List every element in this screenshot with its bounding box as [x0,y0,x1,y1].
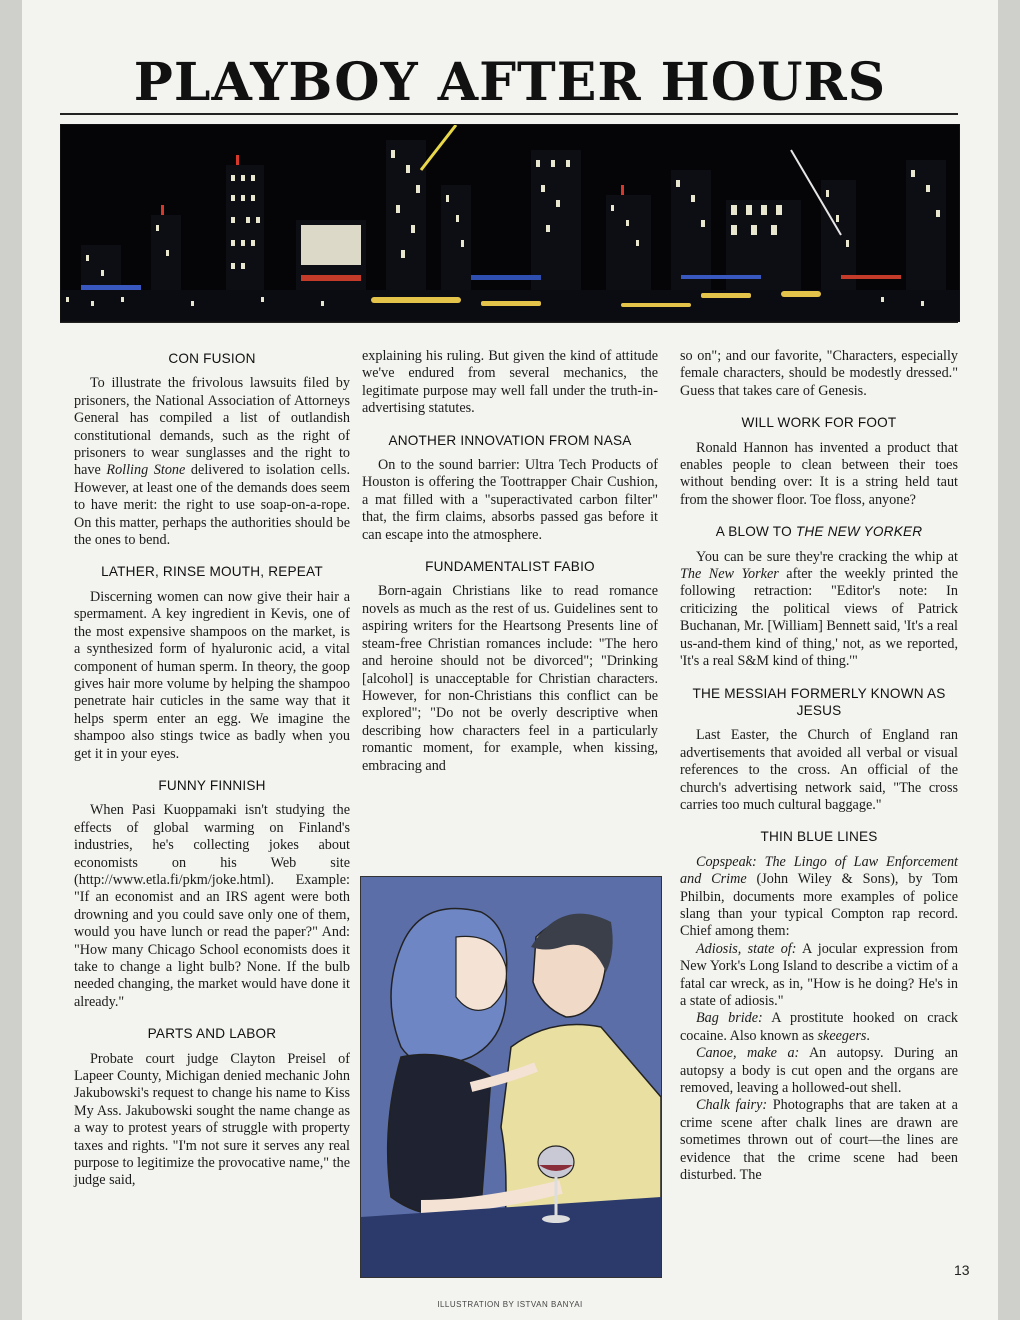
paragraph: Copspeak: The Lingo of Law Enforcement and Crime (John Wiley & Sons), by Tom Philbin, documents more examples of police slang than your typical Compton rap record. Chief among them: [680,853,958,940]
paragraph: On to the sound barrier: Ultra Tech Products of Houston is offering the Toottrapper Chair Cushion, a mat filled with a "superactivated carbon filter" that, the firm claims, absorbs passed gas before it can escape into the atmosphere. [362,457,658,543]
section-heading: FUNNY FINNISH [158,777,266,793]
section-heading: THIN BLUE LINES [760,829,878,845]
paragraph: Probate court judge Clayton Preisel of Lapeer County, Michigan denied mechanic John Jakubowski's request to change his name to Kiss My Ass. Jakubowski sought the name change as a way to protest years of struggle with property taxes and rights. "I'm not sure it serves any real purpose to legitimize the provocative name," the judge said, [74,1050,350,1189]
paragraph: Ronald Hannon has invented a product that enables people to clean between their toes without bending over: It is a string held taut from the shower floor. Toe floss, anyone? [680,439,958,508]
glossary-entry: Bag bride: A prostitute hooked on crack cocaine. Also known as skeegers. [680,1010,958,1044]
city-skyline-illustration [60,124,960,322]
romance-illustration [360,876,662,1278]
couple-art [361,877,661,1277]
paragraph: To illustrate the frivolous lawsuits filed by prisoners, the National Association of Attorneys General has compiled a list of outlandish constitutional demands, such as the right of prisoners to wear sunglasses and the right to have Rolling Stone delivered to isolation cells. However, at least one of the demands does seem to have merit: the right to use soap-on-a-rope. On this matter, perhaps the authorities should be the ones to bend. [74,375,350,549]
section-heading: FUNDAMENTALIST FABIO [425,559,595,575]
illustration-credit: ILLUSTRATION BY ISTVAN BANYAI [437,1300,583,1309]
paragraph: You can be sure they're cracking the whip at The New Yorker after the weekly printed the following retraction: "Editor's note: In criticizing the political views of Patrick Buchanan, Mr. [William] Bennett said, 'It's a real us-and-them kind of thing,' not, as we reported, 'It's a real S&M kind of thing.'" [680,548,959,670]
section-heading: A BLOW TO THE NEW YORKER [715,524,923,540]
page-number: 13 [954,1262,970,1278]
section-heading: CON FUSION [168,351,256,366]
skyline-art [61,125,959,321]
section-heading: THE MESSIAH FORMERLY KNOWN AS JESUS [692,685,946,718]
column-1 [74,346,350,1190]
glossary-entry: Chalk fairy: Photographs that are taken at a crime scene after chalk lines are drawn are sometimes thrown out of court—the lines are evidence that the crime scene had been disturbed. The [680,1097,958,1184]
magazine-page [22,0,998,1320]
section-heading: ANOTHER INNOVATION FROM NASA [388,432,632,448]
title-rule [60,113,958,115]
column-2 [362,348,658,775]
paragraph: Born-again Christians like to read romance novels as much as the rest of us. Guidelines sent to aspiring writers for the Heartsong Presents line of steam-free Christian romances include: "The hero and heroine should not be divorced"; "Drinking [alcohol] is unacceptable for Christian characters. However, for non-Christians this conflict can be explored"; "Do not be overly descriptive when describing how characters feel in a particularly romantic moment, for example, when kissing, embracing and [362,583,658,774]
paragraph: so on"; and our favorite, "Characters, especially female characters, should be modestly dressed." Guess that takes care of Genesis. [680,348,958,399]
section-heading: LATHER, RINSE MOUTH, REPEAT [101,564,323,580]
paragraph: explaining his ruling. But given the kind of attitude we've endured from several mechanics, the legitimate purpose may well fall under the truth-in-advertising statutes. [362,348,658,417]
paragraph: Last Easter, the Church of England ran advertisements that avoided all verbal or visual references to the cross. An official of the church's advertising network said, "The cross carries too much cultural baggage." [680,727,958,813]
paragraph: Discerning women can now give their hair a spermament. A key ingredient in Kevis, one of the most expensive shampoos on the market, is a synthesized form of hyaluronic acid, a vital component of human sperm. In theory, the goop gives hair more volume by helping the shampoo penetrate hair cuticles in the same way that it helps sperm enter an egg. We imagine the shampoo also stings twice as badly when you get it in your eyes. [74,588,350,762]
page-title: PLAYBOY AFTER HOURS [133,52,887,113]
glossary-entry: Canoe, make a: An autopsy. During an autopsy a body is cut open and the organs are removed, leaving a hollowed-out shell. [680,1045,958,1097]
skyline-rule [60,322,958,323]
column-3 [680,348,958,1184]
section-heading: PARTS AND LABOR [147,1026,277,1042]
glossary-entry: Adiosis, state of: A jocular expression from New York's Long Island to describe a victim of a fatal car wreck, as in, "How is he doing? He's in a state of adiosis." [680,940,958,1009]
section-heading: WILL WORK FOR FOOT [741,415,897,431]
paragraph: When Pasi Kuoppamaki isn't studying the effects of global warming on Finland's industries, he's collecting jokes about economists on his Web site (http://www.etla.fi/pkm/joke.html). Example: "If an economist and an IRS agent were both drowning and you could save only one of them, would you have lunch or read the paper?" And: "How many Chicago School economists does it take to change a light bulb? None. If the bulb needed changing, the market would have done it already." [74,802,350,1010]
